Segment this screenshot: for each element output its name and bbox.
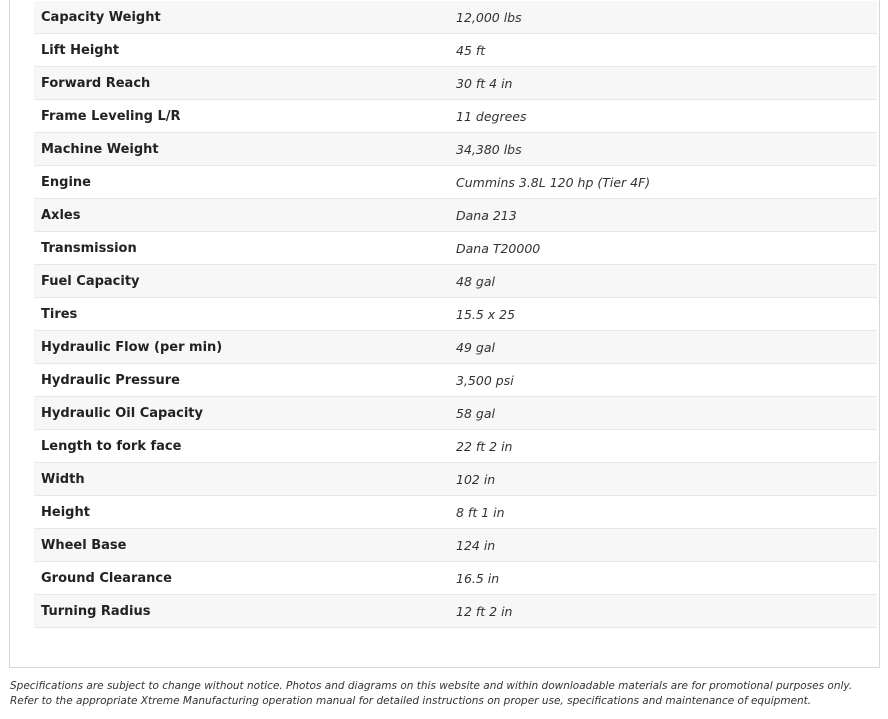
spec-row (34, 463, 877, 496)
spec-value: 3,500 psi (456, 364, 877, 397)
spec-value: 45 ft (456, 34, 877, 67)
spec-row (34, 166, 877, 199)
specifications-table (34, 1, 877, 628)
spec-label: Transmission (34, 232, 456, 265)
spec-label: Hydraulic Pressure (34, 364, 456, 397)
spec-label: Wheel Base (34, 529, 456, 562)
spec-value: 22 ft 2 in (456, 430, 877, 463)
spec-value: 11 degrees (456, 100, 877, 133)
spec-row (34, 529, 877, 562)
spec-label: Engine (34, 166, 456, 199)
spec-row (34, 496, 877, 529)
spec-row (34, 67, 877, 100)
spec-value: 16.5 in (456, 562, 877, 595)
spec-label: Capacity Weight (34, 1, 456, 34)
spec-row (34, 199, 877, 232)
spec-value: 12,000 lbs (456, 1, 877, 34)
specifications-disclaimer: Specifications are subject to change without notice. Photos and diagrams on this website and within downloadable materials are for promotional purposes only. Refer to the appropriate Xtreme Manufacturing operation manual for detailed instructions on proper use, specifications and maintenance of equipment. (10, 680, 853, 707)
spec-label: Hydraulic Oil Capacity (34, 397, 456, 430)
specifications-table-body (34, 1, 877, 628)
spec-row (34, 34, 877, 67)
spec-value: 8 ft 1 in (456, 496, 877, 529)
spec-value: Dana T20000 (456, 232, 877, 265)
spec-label: Forward Reach (34, 67, 456, 100)
spec-row (34, 100, 877, 133)
spec-label: Turning Radius (34, 595, 456, 628)
spec-row (34, 331, 877, 364)
spec-value: 30 ft 4 in (456, 67, 877, 100)
spec-value: 34,380 lbs (456, 133, 877, 166)
spec-value: 48 gal (456, 265, 877, 298)
spec-label: Tires (34, 298, 456, 331)
specifications-panel (9, 0, 880, 668)
spec-label: Hydraulic Flow (per min) (34, 331, 456, 364)
spec-row (34, 562, 877, 595)
spec-label: Frame Leveling L/R (34, 100, 456, 133)
spec-row (34, 595, 877, 628)
spec-value: 102 in (456, 463, 877, 496)
spec-row (34, 133, 877, 166)
spec-label: Machine Weight (34, 133, 456, 166)
spec-value: 49 gal (456, 331, 877, 364)
spec-label: Length to fork face (34, 430, 456, 463)
spec-value: Dana 213 (456, 199, 877, 232)
spec-value: 58 gal (456, 397, 877, 430)
spec-label: Fuel Capacity (34, 265, 456, 298)
spec-row (34, 298, 877, 331)
spec-row (34, 232, 877, 265)
spec-value: 15.5 x 25 (456, 298, 877, 331)
spec-row (34, 430, 877, 463)
spec-label: Height (34, 496, 456, 529)
spec-label: Ground Clearance (34, 562, 456, 595)
spec-label: Width (34, 463, 456, 496)
spec-row (34, 1, 877, 34)
spec-label: Lift Height (34, 34, 456, 67)
spec-value: 124 in (456, 529, 877, 562)
spec-value: Cummins 3.8L 120 hp (Tier 4F) (456, 166, 877, 199)
spec-row (34, 265, 877, 298)
spec-label: Axles (34, 199, 456, 232)
spec-value: 12 ft 2 in (456, 595, 877, 628)
spec-row (34, 364, 877, 397)
spec-row (34, 397, 877, 430)
